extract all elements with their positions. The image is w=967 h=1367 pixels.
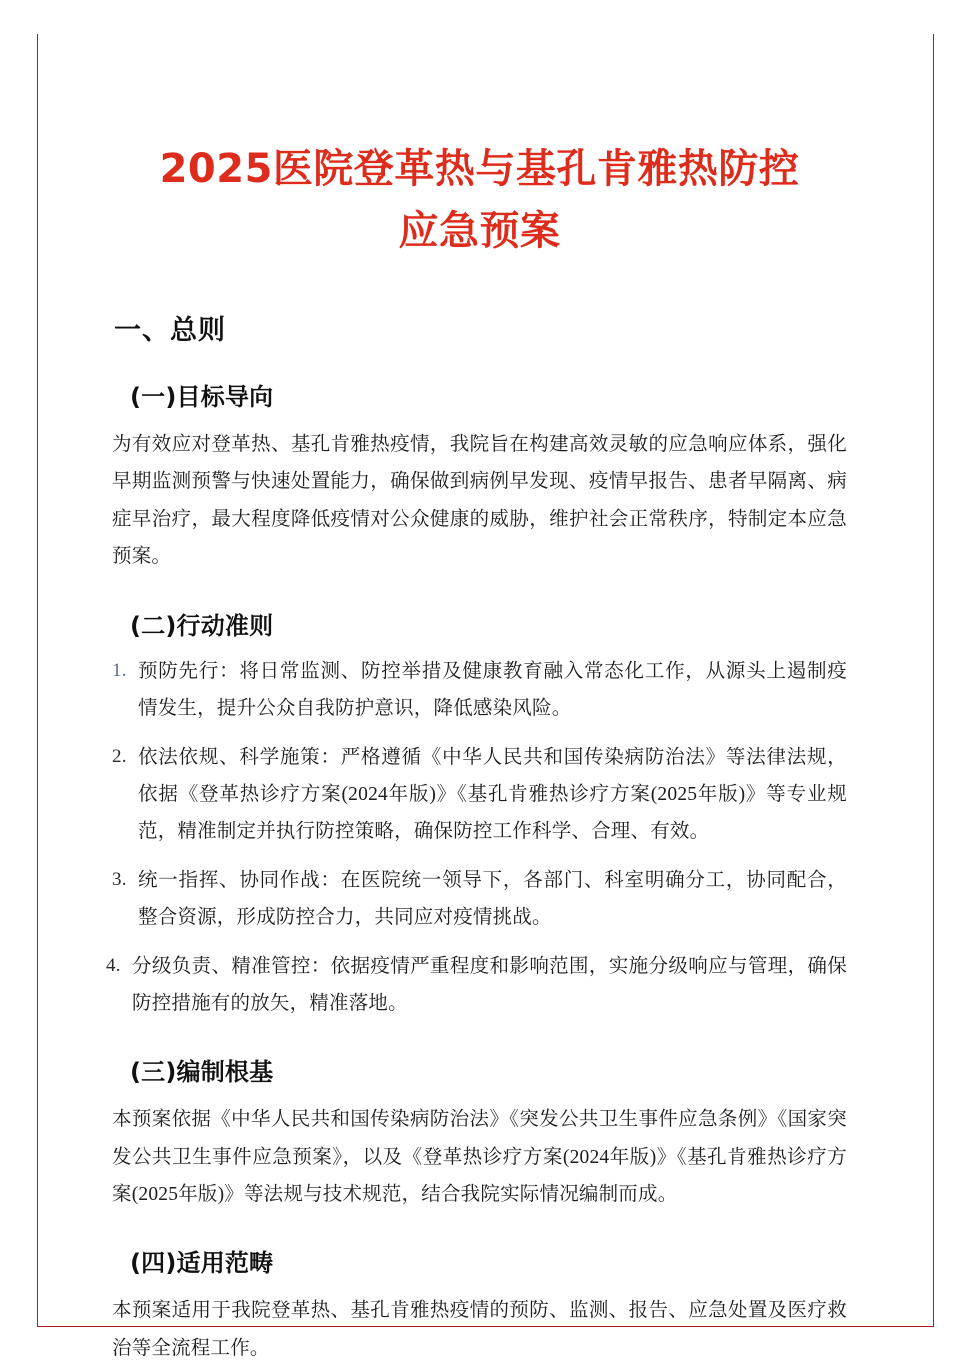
page-title-line-2: 应急预案 (398, 208, 561, 254)
subsection-heading-1-1: (一)目标导向 (130, 383, 274, 411)
action-principles-list (112, 641, 847, 1022)
section-heading-1: 一、总则 (114, 315, 226, 346)
list-item: 依法依规、科学施策：严格遵循《中华人民共和国传染病防治法》等法律法规，依据《登革热诊疗方案(2024年版)》《基孔肯雅热诊疗方案(2025年版)》等专业规范，精准制定并执行防控策略，确保防控工作科学、合理、有效。 (138, 746, 847, 842)
subsection-heading-1-4: (四)适用范畴 (130, 1249, 274, 1278)
subsection-paragraph-1-1: 为有效应对登革热、基孔肯雅热疫情，我院旨在构建高效灵敏的应急响应体系，强化早期监测预警与快速处置能力，确保做到病例早发现、疫情早报告、患者早隔离、病症早治疗，最大程度降低疫情对公众健康的威胁，维护社会正常秩序，特制定本应急预案。 (112, 434, 847, 568)
document-body (112, 0, 847, 1367)
list-item: 预防先行：将日常监测、防控举措及健康教育融入常态化工作，从源头上遏制疫情发生，提升公众自我防护意识，降低感染风险。 (138, 660, 847, 719)
subsection-heading-1-3: (三)编制根基 (130, 1058, 274, 1087)
subsection-paragraph-1-4: 本预案适用于我院登革热、基孔肯雅热疫情的预防、监测、报告、应急处置及医疗救治等全流程工作。 (112, 1300, 847, 1359)
list-item: 统一指挥、协同作战：在医院统一领导下，各部门、科室明确分工，协同配合，整合资源，形成防控合力，共同应对疫情挑战。 (138, 869, 847, 929)
page-title (112, 0, 847, 262)
page-title-line-1: 2025医院登革热与基孔肯雅热防控 (159, 146, 800, 192)
subsection-heading-1-2: (二)行动准则 (130, 611, 274, 640)
list-item: 分级负责、精准管控：依据疫情严重程度和影响范围，实施分级响应与管理，确保防控措施有的放矢，精准落地。 (132, 956, 847, 1015)
subsection-paragraph-1-3: 本预案依据《中华人民共和国传染病防治法》《突发公共卫生事件应急条例》《国家突发公共卫生事件应急预案》，以及《登革热诊疗方案(2024年版)》《基孔肯雅热诊疗方案(2025年版)》等法规与技术规范，结合我院实际情况编制而成。 (112, 1109, 847, 1206)
